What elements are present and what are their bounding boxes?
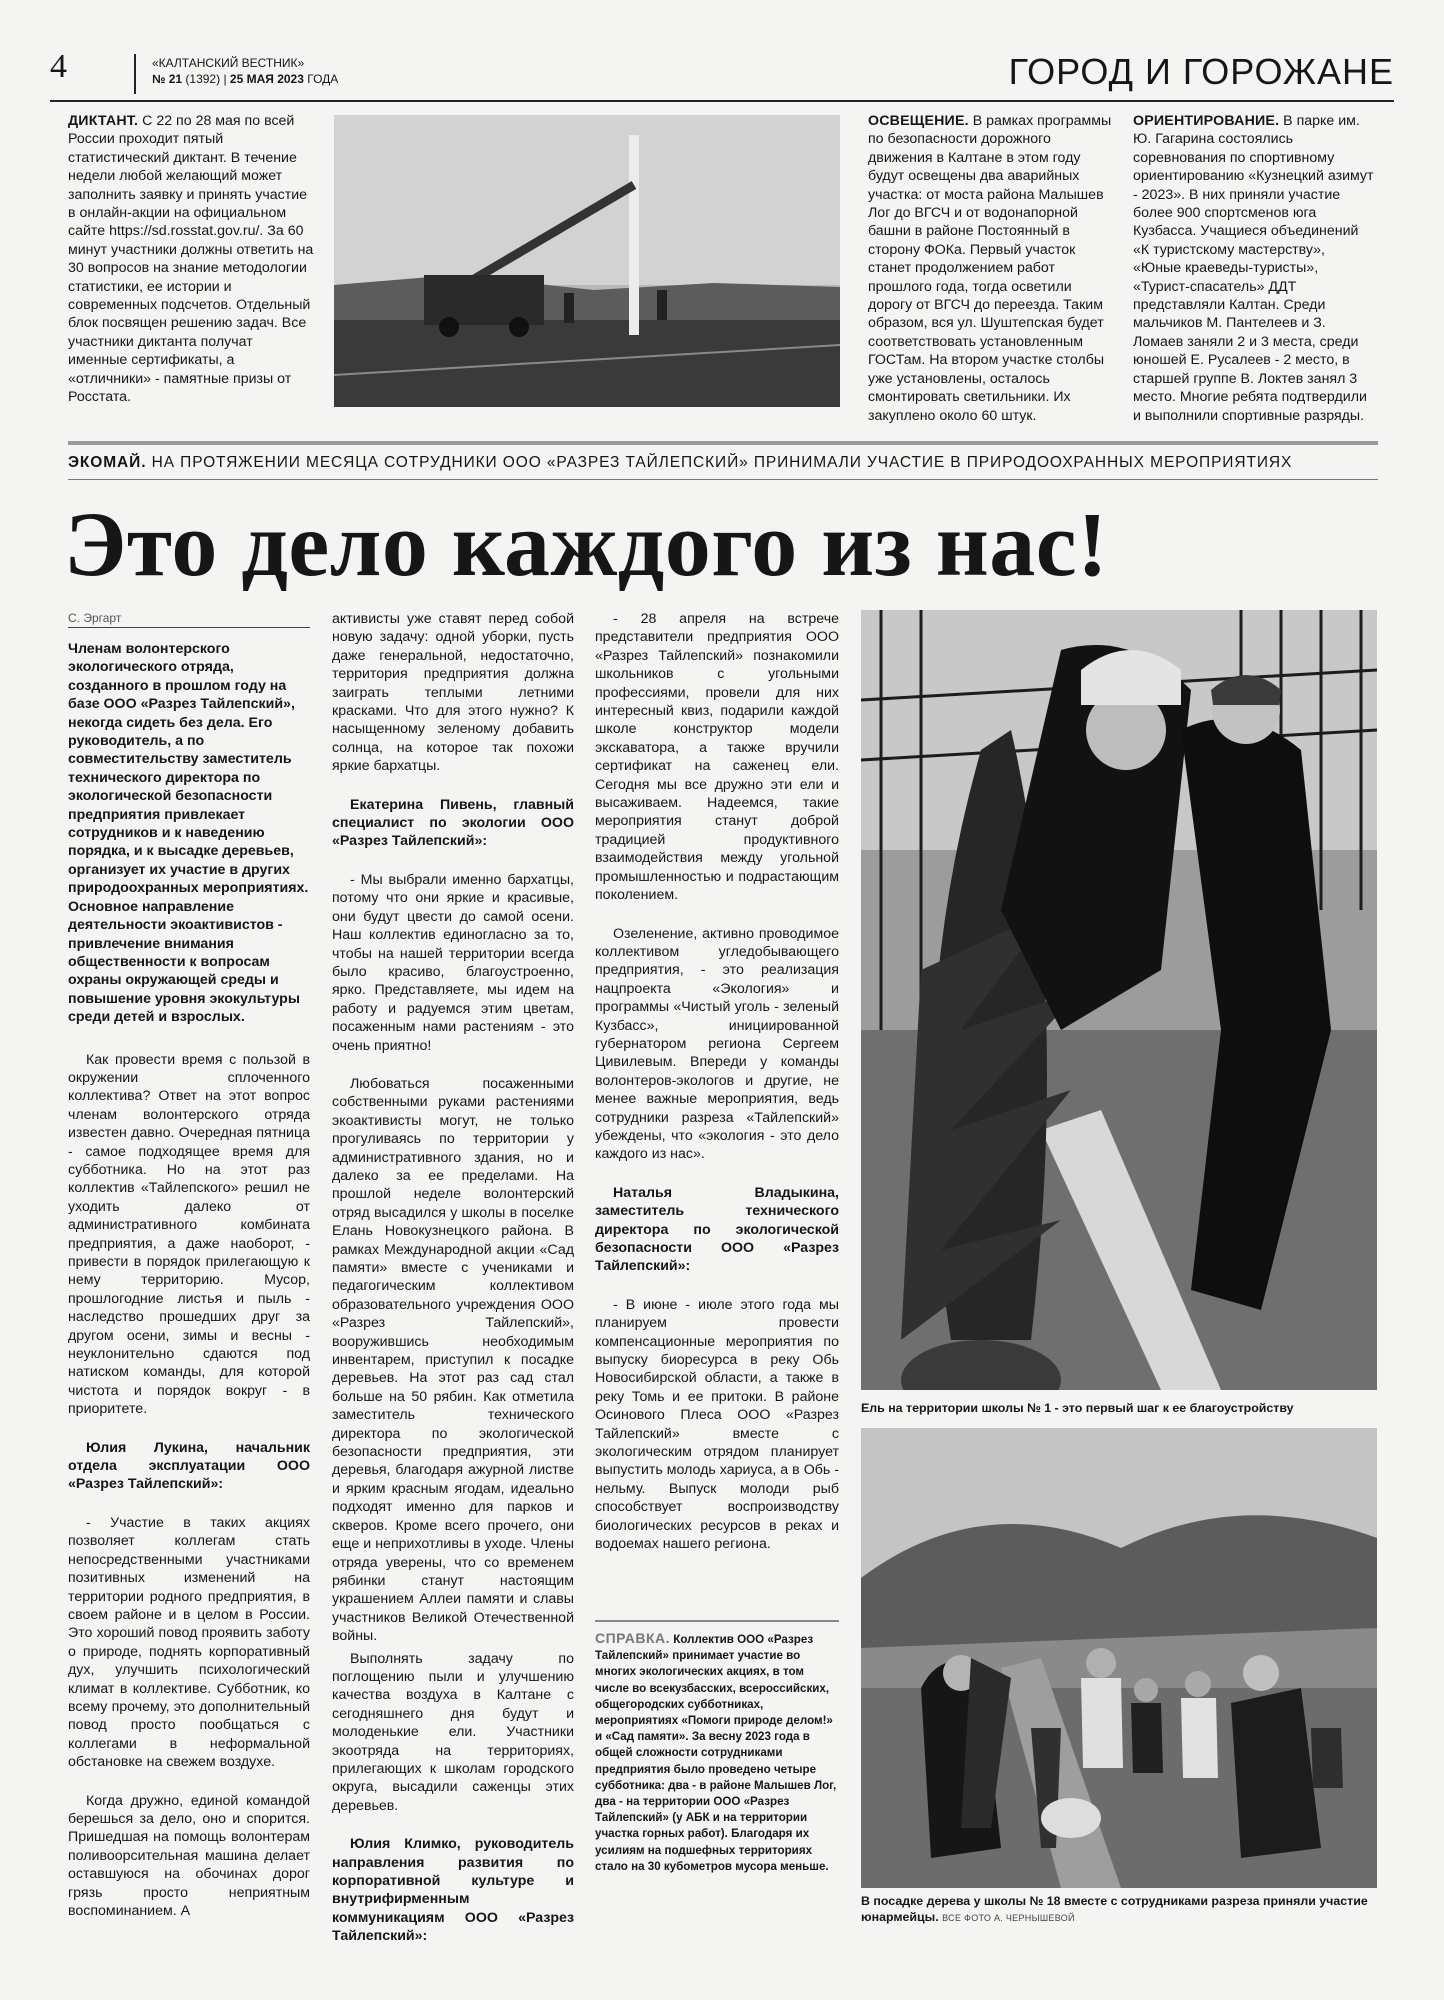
col3-paragraph-3: - В июне - июле этого года мы планируем провести компенсационные мероприятия по выпуску биоресурса в реку Обь Новосибирской области, а также в реку Томь и ее притоки. В районе Осинового Плеса ООО «Разрез Тайлепский» вместе с экологическим отрядом планирует выпустить молодь хариуса, а в Обь - нельму. Выпуск молоди рыб способствует воспроизводству биологических ресурсов в реках и водоемах нашего региона.	[595, 1296, 839, 1553]
col2-speaker-1: Екатерина Пивень, главный специалист по экологии ООО «Разрез Тайлепский»:	[332, 796, 574, 850]
col1-speaker-1: Юлия Лукина, начальник отдела эксплуатации ООО «Разрез Тайлепский»:	[68, 1439, 310, 1493]
lead-paragraph	[68, 640, 310, 1027]
col2-paragraph-2: - Мы выбрали именно бархатцы, потому что они яркие и красивые, они будут цвести до самой осени. Наш коллектив единогласно за то, чтобы на нашей территории всегда было красиво, благоустроенно, ярко. Представляете, мы идем на работу и радуемся этим цветам, посаженным нами растениям - это очень приятно!	[332, 871, 574, 1054]
lead-text: Членам волонтерского экологического отряда, созданного в прошлом году на базе ООО «Разрез Тайлепский», некогда сидеть без дела. Его руководитель, а по совместительству заместитель технического директора по экологической безопасности предприятия привлекает сотрудников и к наведению порядка, и к высадке деревьев, организует их участие в других природоохранных мероприятиях. Основное направление деятельности экоактивистов - привлечение внимания общественности к вопросам охраны окружающей среды и повышение уровня экокультуры среди детей и взрослых.	[68, 641, 309, 1026]
orienteering-note	[1133, 112, 1377, 425]
photo-yunarmiya	[861, 1428, 1377, 1888]
header-rule	[50, 100, 1394, 102]
author: С. Эргарт	[68, 611, 122, 625]
column-1	[68, 640, 310, 1920]
rubric-text: НА ПРОТЯЖЕНИИ МЕСЯЦА СОТРУДНИКИ ООО «РАЗРЕЗ ТАЙЛЕПСКИЙ» ПРИНИМАЛИ УЧАСТИЕ В ПРИРОДООХРАННЫХ МЕРОПРИЯТИЯХ	[151, 454, 1293, 471]
caption-2-text: В посадке дерева у школы № 18 вместе с сотрудниками разреза приняли участие юнармейцы.	[861, 1894, 1368, 1924]
spravka-text: Коллектив ООО «Разрез Тайлепский» принимает участие во многих экологических акциях, в том числе во всекузбасских, всероссийских, общегородских субботниках, мероприятиях «Помоги природе делом!» и «Сад памяти». За весну 2023 года в общей сложности сотрудниками предприятия было проведено четыре субботника: два - в районе Малышев Лог, два - на территории ООО «Разрез Тайлепский» (у АБК и на территории участка горных работ). Благодаря их усилиям на подшефных территориях стало на 30 кубометров мусора меньше.	[595, 1633, 837, 1873]
lighting-note	[868, 112, 1112, 425]
column-2	[332, 610, 574, 1946]
issue-number: № 21	[152, 72, 183, 86]
col3-speaker-1: Наталья Владыкина, заместитель технического директора по экологической безопасности ООО «Разрез Тайлепский»:	[595, 1184, 839, 1275]
rubric-bar	[68, 441, 1378, 445]
newspaper-name: «КАЛТАНСКИЙ ВЕСТНИК»	[152, 56, 305, 70]
column-3	[595, 610, 839, 1554]
issue-line	[152, 71, 338, 87]
page-number: 4	[50, 48, 67, 85]
photo-street-lighting	[334, 115, 840, 407]
col3-paragraph-1: - 28 апреля на встрече представители предприятия ООО «Разрез Тайлепский» познакомили школьников с угольными профессиями, провели для них интересный квиз, подарили каждой школе конструктор модели экскаватора, а также вручили сертификат на саженец ели. Сегодня мы все дружно эти ели и высаживаем. Надеемся, такие мероприятия станут доброй традицией продуктивного взаимодействия между угольной промышленностью и подрастающим поколением.	[595, 611, 839, 904]
issue-total: (1392)	[185, 72, 221, 86]
lighting-kicker: ОСВЕЩЕНИЕ.	[868, 113, 969, 129]
rubric-line	[68, 453, 1388, 473]
col2-paragraph-3: Любоваться посаженными собственными руками растениями экоактивисты могут, не только прогуливаясь по территории у административного здания, но и далеко за ее пределами. На прошлой неделе волонтерский отряд высадился у школы в поселке Елань Новокузнецкого района. В рамках Международной акции «Сад памяти» вместе с учениками и педагогическим коллективом образовательного учреждения ООО «Разрез Тайлепский», вооружившись необходимым инвентарем, приступил к посадке деревьев. На этот раз сад стал больше на 50 рябин. Как отметила заместитель технического директора по экологической безопасности предприятия, эти деревья, благодаря ажурной листве и ярким красным ягодам, идеально подходят именно для парков и скверов. Кроме всего прочего, они еще и неприхотливы в уходе. Члены отряда уверены, что со временем рябинки станут настоящим украшением Аллеи памяти и славы участников Великой Отечественной войны.	[332, 1075, 574, 1645]
issue-date: 25 МАЯ 2023	[229, 72, 304, 86]
header-divider	[134, 54, 136, 94]
col1-paragraph-2: - Участие в таких акциях позволяет коллегам стать непосредственными участниками позитивных изменений на территории родного предприятия, в своем районе и в целом в России. Это хороший повод проявить заботу о природе, поднять корпоративный дух, улучшить психологический климат в коллективе. Субботник, ко всему прочему, это дополнительный повод просто пообщаться с коллегами в неформальной обстановке на свежем воздухе.	[68, 1514, 310, 1771]
issue-date-suffix: ГОДА	[307, 72, 339, 86]
dictant-kicker: ДИКТАНТ.	[68, 113, 139, 129]
orienteering-text: В парке им. Ю. Гагарина состоялись соревнования по спортивному ориентированию «Кузнецкий азимут - 2023». В них приняли участие более 900 спортсменов юга Кузбасса. Учащиеся объединений «К туристскому мастерству», «Юные краеведы-туристы», «Турист-спасатель» ДДТ представляли Калтан. Среди мальчиков М. Пантелеев и З. Ломаев заняли 2 и 3 места, среди юношей Е. Русалеев - 2 место, в старшей группе В. Локтев занял 3 место. Многие ребята подтвердили и выполнили спортивные разряды.	[1133, 113, 1374, 424]
dictant-text: С 22 по 28 мая по всей России проходит пятый статистический диктант. В течение недели любой желающий может заполнить заявку и принять участие в онлайн-акции на официальном сайте https://sd.rosstat.gov.ru/. За 60 минут участники должны ответить на 30 вопросов на знание методологии статистики, ее истории и современных подсчетов. Отдельный блок посвящен решению задач. Все участники диктанта получат именные сертификаты, а «отличники» - памятные призы от Росстата.	[68, 113, 314, 406]
col3-paragraph-2: Озеленение, активно проводимое коллективом угледобывающего предприятия, - это реализация нацпроекта «Экология» и программы «Чистый уголь - зеленый Кузбасс», инициированной губернатором региона Сергеем Цивилевым. Впереди у команды волонтеров-экологов и другие, не менее важные мероприятия, ведь сотрудники разреза «Тайлепский» убеждены, что «экология - это дело каждого из нас».	[595, 925, 839, 1163]
col1-paragraph-3: Когда дружно, единой командой берешься за дело, оно и спорится. Пришедшая на помощь волонтерам поливоорсительная машина делает оставшуюся на обочинах дорог грязь просто неприятным воспоминанием. А	[68, 1792, 310, 1919]
spravka-title: СПРАВКА.	[595, 1630, 671, 1646]
spravka-rule	[595, 1620, 839, 1622]
yunarmiya-image	[861, 1428, 1377, 1888]
rubric-underline	[68, 479, 1378, 480]
author-rule	[68, 627, 310, 628]
photo-tree-planting	[861, 610, 1377, 1390]
masthead-info	[152, 55, 338, 87]
col2-paragraph-4: Выполнять задачу по поглощению пыли и улучшению качества воздуха в Калтане с сегодняшнего дня будут и молоденькие ели. Участники экоотряда на территориях, прилегающих к школам городского округа, высадили саженцы этих деревьев.	[332, 1650, 574, 1814]
tree-planting-image	[861, 610, 1377, 1390]
section-title: ГОРОД И ГОРОЖАНЕ	[1008, 51, 1394, 92]
orienteering-kicker: ОРИЕНТИРОВАНИЕ.	[1133, 113, 1280, 129]
dictant-note	[68, 112, 314, 407]
col2-speaker-2: Юлия Климко, руководитель направления развития по корпоративной культуре и внутрифирменным коммуникациям ООО «Разрез Тайлепский»:	[332, 1836, 574, 1945]
street-lighting-image	[334, 115, 840, 407]
caption-1: Ель на территории школы № 1 - это первый шаг к ее благоустройству	[861, 1401, 1294, 1415]
rubric-kicker: ЭКОМАЙ.	[68, 454, 147, 471]
headline: Это дело каждого из нас!	[64, 493, 1109, 595]
photo-credit: ВСЕ ФОТО А. ЧЕРНЫШЕВОЙ	[942, 1913, 1075, 1923]
spravka-box	[595, 1630, 839, 1875]
issue-sep: |	[223, 72, 227, 86]
col1-paragraph-1: Как провести время с пользой в окружении сплоченного коллектива? Ответ на этот вопрос членам волонтерского отряда известен давно. Очередная пятница - самое подходящее время для субботника. Но на этот раз коллектив «Тайлепского» решил не уходить далеко от административного комбината предприятия, а даже наоборот, - привести в порядок прилегающую к нему территорию. Мусор, прошлогодние листья и пыль - наследство прошедших друг за другом осени, зимы и весны - неуклонительно сдаются под натиском команды, для которой чистота и порядок вокруг - в приоритете.	[68, 1051, 310, 1418]
lighting-text: В рамках программы по безопасности дорожного движения в Калтане в этом году будут освещены два аварийных участка: от моста района Малышев Лог до ВГСЧ и от водонапорной башни в районе Постоянный в сторону ФОКа. Первый участок станет продолжением работ прошлого года, тогда осветили дорогу от ВГСЧ до переезда. Таким образом, вся ул. Шуштепская будет соответствовать установленным ГОСТам. На втором участке столбы уже установлены, осталось смонтировать светильники. Их закуплено около 60 штук.	[868, 113, 1112, 424]
caption-2	[861, 1893, 1381, 1926]
col2-paragraph-1: активисты уже ставят перед собой новую задачу: одной уборки, пусть даже генеральной, недостаточно, территория предприятия должна заиграть теплыми летними красками. Что для этого нужно? К насыщенному зеленому добавить солнца, на которое так похожи яркие бархатцы.	[332, 611, 574, 775]
